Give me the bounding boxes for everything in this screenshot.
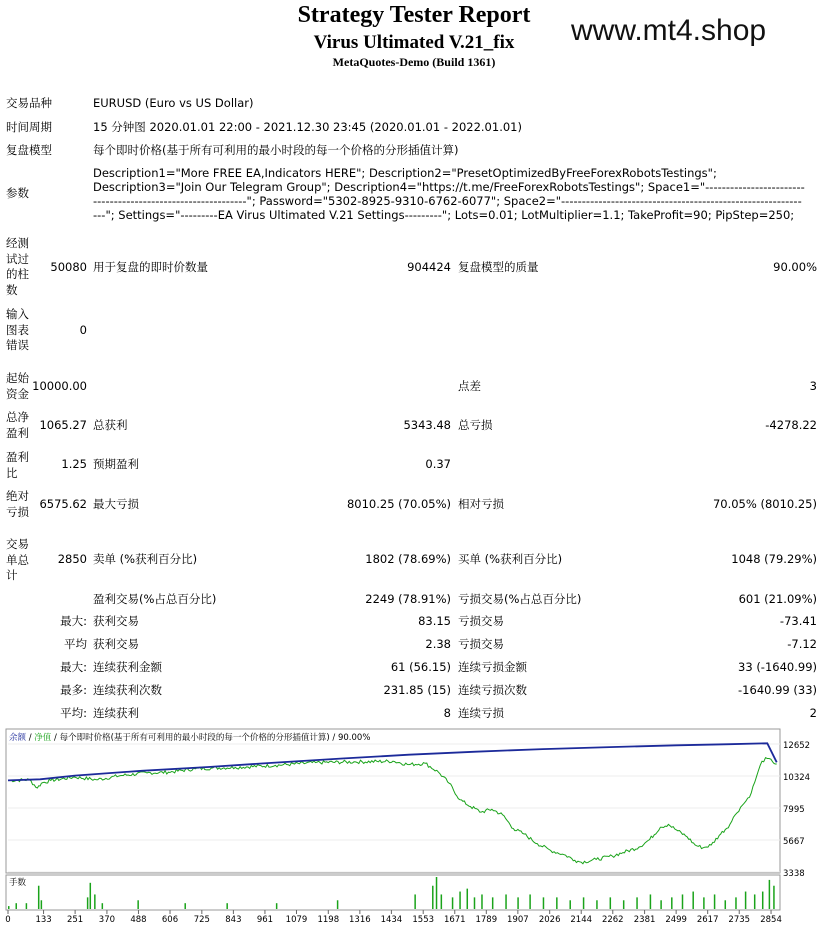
- most-consecutive-prefix: 最多:: [60, 683, 87, 697]
- max-consecutive-wins-value: 61 (56.15): [390, 660, 451, 674]
- volume-bar: [754, 894, 756, 909]
- x-tick-label: 2499: [665, 915, 687, 924]
- quality-label: 复盘模型的质量: [458, 260, 539, 274]
- gross-loss-value: -4278.22: [765, 418, 817, 432]
- x-tick-label: 251: [66, 915, 84, 924]
- largest-prefix: 最大:: [60, 614, 87, 628]
- quality-value: 90.00%: [773, 260, 817, 274]
- x-tick-label: 606: [161, 915, 179, 924]
- y-tick-label: 7995: [783, 805, 805, 815]
- gross-profit-value: 5343.48: [403, 418, 451, 432]
- volume-bar: [517, 897, 519, 909]
- volume-bar: [276, 903, 278, 909]
- volume-bar: [714, 894, 716, 909]
- profit-trades-label: 盈利交易(%占总百分比): [93, 592, 217, 606]
- x-tick-label: 1434: [380, 915, 403, 924]
- volume-bar: [682, 894, 684, 909]
- volume-label: 手数: [9, 878, 27, 888]
- loss-trades-value: 601 (21.09%): [738, 592, 817, 606]
- largest-profit-value: 83.15: [418, 614, 451, 628]
- chart-plot-frame: [6, 729, 780, 873]
- volume-plot-frame: [6, 875, 780, 910]
- bars-label: 经测试过的柱数: [6, 236, 29, 297]
- volume-bar: [692, 892, 694, 909]
- average-consecutive-prefix: 平均:: [60, 706, 87, 720]
- model-label: 复盘模型: [6, 143, 52, 157]
- volume-bar: [452, 897, 454, 909]
- build-info: MetaQuotes-Demo (Build 1361): [332, 55, 496, 69]
- deposit-label: 起始资金: [6, 371, 29, 401]
- max-drawdown-label: 最大亏损: [93, 497, 139, 511]
- volume-bar: [671, 897, 673, 909]
- short-trades-value: 1802 (78.69%): [365, 552, 451, 566]
- x-tick-label: 0: [5, 915, 11, 924]
- x-tick-label: 1553: [412, 915, 435, 924]
- report-subtitle: Virus Ultimated V.21_fix: [313, 32, 515, 53]
- largest-loss-value: -73.41: [779, 614, 817, 628]
- x-tick-label: 961: [256, 915, 274, 924]
- volume-bar: [703, 897, 705, 909]
- x-tick-label: 1671: [443, 915, 466, 924]
- net-profit-value: 1065.27: [39, 418, 87, 432]
- volume-bar: [762, 892, 764, 909]
- x-tick-label: 725: [193, 915, 210, 924]
- balance-chart: [0, 727, 828, 924]
- long-trades-label: 买单 (%获利百分比): [458, 552, 563, 566]
- max-consecutive-losses-label: 连续亏损金额: [458, 660, 527, 674]
- max-consecutive-losses-value: 33 (-1640.99): [738, 660, 817, 674]
- rel-drawdown-value: 70.05% (8010.25): [712, 497, 817, 511]
- errors-label: 输入图表错误: [6, 307, 29, 352]
- volume-bar: [492, 897, 494, 909]
- volume-bar: [414, 894, 416, 909]
- average-consecutive-losses-value: 2: [809, 706, 817, 720]
- x-tick-label: 2854: [760, 915, 782, 924]
- average-consecutive-losses-label: 连续亏损: [458, 706, 504, 720]
- y-tick-label: 5667: [783, 837, 805, 847]
- most-consecutive-wins-label: 连续获利次数: [93, 683, 162, 697]
- expected-payoff-label: 预期盈利: [93, 457, 139, 471]
- volume-bar: [660, 900, 662, 909]
- x-tick-label: 2381: [633, 915, 656, 924]
- average-consecutive-wins-value: 8: [443, 706, 451, 720]
- volume-bar: [725, 900, 727, 909]
- x-tick-label: 2144: [570, 915, 593, 924]
- symbol-label: 交易品种: [6, 96, 52, 110]
- volume-bar: [623, 900, 625, 909]
- x-tick-label: 843: [225, 915, 242, 924]
- x-tick-label: 1907: [507, 915, 529, 924]
- legend-separator: /: [26, 733, 35, 743]
- x-tick-label: 1079: [285, 915, 308, 924]
- x-tick-label: 2617: [696, 915, 719, 924]
- errors-value: 0: [79, 323, 87, 337]
- most-consecutive-losses-label: 连续亏损次数: [458, 683, 527, 697]
- volume-bar: [38, 886, 40, 909]
- most-consecutive-wins-value: 231.85 (15): [383, 683, 451, 697]
- abs-drawdown-value: 6575.62: [39, 497, 87, 511]
- volume-bar: [481, 894, 483, 909]
- x-tick-label: 2026: [538, 915, 561, 924]
- long-trades-value: 1048 (79.29%): [731, 552, 817, 566]
- volume-bar: [137, 900, 139, 909]
- profit-factor-label: 盈利比: [6, 450, 29, 480]
- watermark-url: www.mt4.shop: [571, 14, 767, 47]
- x-tick-label: 370: [98, 915, 116, 924]
- params-value: Description1="More FREE EA,Indicators HERE"; Description2="PresetOptimizedByFreeForexRobotsTestings"; Description3="Join Our Telegram Group"; Description4="https://t.me/FreeForexRobotsTestings"; Space1="-------------------------------------------------------------"; Password="5302-8925-9310-6762-6077"; Space2="-------------------------------------------------------------"; Settings="---------EA Virus Ultimated V.21 Settings---------"; Lots=0.01; LotMultiplier=1.1; TakeProfit=90; PipStep=250;: [93, 166, 805, 222]
- rel-drawdown-label: 相对亏损: [458, 497, 504, 511]
- ticks-label: 用于复盘的即时价数量: [93, 260, 208, 274]
- volume-bar: [184, 903, 186, 909]
- params-label: 参数: [6, 186, 29, 200]
- volume-bar: [90, 883, 92, 909]
- y-tick-label: 12652: [783, 741, 811, 751]
- model-value: 每个即时价格(基于所有可利用的最小时段的每一个价格的分形插值计算): [93, 143, 459, 157]
- period-label: 时间周期: [6, 120, 52, 134]
- expected-payoff-value: 0.37: [425, 457, 451, 471]
- total-trades-label: 交易单总计: [6, 537, 29, 582]
- average-profit-value: 2.38: [425, 637, 451, 651]
- loss-trades-label: 亏损交易(%占总百分比): [458, 592, 582, 606]
- average-profit-label: 获利交易: [93, 637, 139, 651]
- volume-bar: [337, 900, 339, 909]
- x-tick-label: 488: [130, 915, 147, 924]
- volume-bar: [26, 903, 28, 909]
- chart-legend: [9, 732, 370, 743]
- ticks-value: 904424: [407, 260, 451, 274]
- volume-bar: [769, 880, 771, 909]
- spread-label: 点差: [458, 379, 481, 393]
- volume-bar: [556, 897, 558, 909]
- period-value: 15 分钟图 2020.01.01 22:00 - 2021.12.30 23:45 (2020.01.01 - 2022.01.01): [93, 120, 522, 134]
- average-loss-label: 亏损交易: [458, 637, 504, 651]
- largest-loss-label: 亏损交易: [458, 614, 504, 628]
- balance-chart-svg: [0, 727, 828, 924]
- volume-bar: [102, 903, 104, 909]
- volume-bar: [459, 892, 461, 909]
- profit-factor-value: 1.25: [61, 457, 87, 471]
- average-loss-value: -7.12: [787, 637, 817, 651]
- spread-value: 3: [809, 379, 817, 393]
- average-prefix: 平均: [64, 637, 87, 651]
- volume-bar: [569, 900, 571, 909]
- average-consecutive-wins-label: 连续获利: [93, 706, 139, 720]
- volume-bar: [636, 897, 638, 909]
- gross-loss-label: 总亏损: [458, 418, 493, 432]
- x-tick-label: 2262: [601, 915, 624, 924]
- volume-bar: [543, 897, 545, 909]
- volume-bar: [505, 894, 507, 909]
- volume-bar: [745, 892, 747, 909]
- report-title: Strategy Tester Report: [297, 2, 531, 28]
- legend-equity: 净值: [34, 733, 52, 743]
- volume-bar: [226, 903, 228, 909]
- deposit-value: 10000.00: [32, 379, 87, 393]
- volume-bar: [87, 897, 89, 909]
- y-tick-label: 10324: [783, 773, 811, 783]
- largest-profit-label: 获利交易: [93, 614, 139, 628]
- x-tick-label: 1789: [475, 915, 498, 924]
- total-trades-value: 2850: [57, 552, 87, 566]
- x-tick-label: 2735: [728, 915, 751, 924]
- max-drawdown-value: 8010.25 (70.05%): [346, 497, 451, 511]
- y-tick-label: 3338: [783, 869, 805, 879]
- volume-bar: [467, 889, 469, 909]
- volume-bar: [650, 894, 652, 909]
- volume-bar: [432, 886, 434, 909]
- symbol-value: EURUSD (Euro vs US Dollar): [93, 96, 254, 110]
- legend-description: / 每个即时价格(基于所有可利用的最小时段的每一个价格的分形插值计算) / 90.00%: [51, 733, 371, 743]
- max-consecutive-prefix: 最大:: [60, 660, 87, 674]
- volume-bar: [735, 897, 737, 909]
- bars-value: 50080: [50, 260, 87, 274]
- x-tick-label: 1198: [317, 915, 340, 924]
- volume-bar: [529, 894, 531, 909]
- volume-bar: [41, 900, 43, 909]
- x-tick-label: 1316: [349, 915, 371, 924]
- legend-balance: 余额: [9, 733, 27, 743]
- volume-bar: [474, 897, 476, 909]
- abs-drawdown-label: 绝对亏损: [6, 489, 29, 519]
- volume-bar: [436, 877, 438, 909]
- max-consecutive-wins-label: 连续获利金额: [93, 660, 162, 674]
- volume-bar: [583, 897, 585, 909]
- x-tick-label: 133: [35, 915, 52, 924]
- most-consecutive-losses-value: -1640.99 (33): [738, 683, 817, 697]
- volume-bar: [596, 900, 598, 909]
- volume-bar: [773, 886, 775, 909]
- gross-profit-label: 总获利: [93, 418, 128, 432]
- volume-bar: [15, 903, 17, 909]
- volume-bar: [8, 906, 10, 909]
- short-trades-label: 卖单 (%获利百分比): [93, 552, 198, 566]
- volume-bar: [94, 894, 96, 909]
- volume-bar: [441, 894, 443, 909]
- net-profit-label: 总净盈利: [6, 410, 29, 440]
- volume-bar: [610, 897, 612, 909]
- profit-trades-value: 2249 (78.91%): [365, 592, 451, 606]
